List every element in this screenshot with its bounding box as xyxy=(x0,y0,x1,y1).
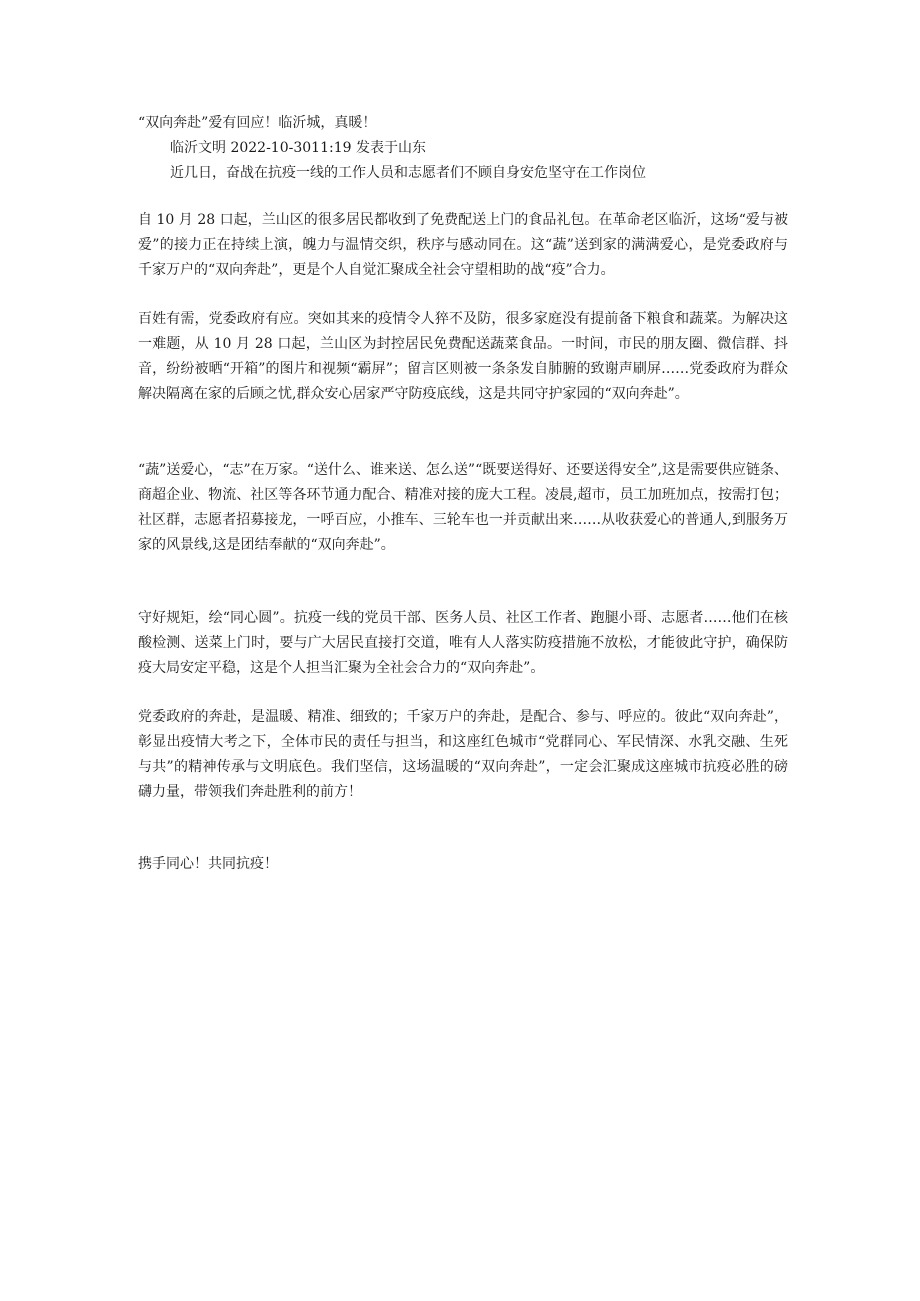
paragraph-4: 守好规矩，绘“同心圆”。抗疫一线的党员干部、医务人员、社区工作者、跑腿小哥、志愿者……他们在核酸检测、送菜上门时，要与广大居民直接打交道，唯有人人落实防疫措施不放松，才能彼此守护，确保防疫大局安定平稳，这是个人担当汇聚为全社会合力的“双向奔赴”。 xyxy=(138,610,788,676)
paragraph-1: 自 10 月 28 口起，兰山区的很多居民都收到了免费配送上门的食品礼包。在革命老区临沂，这场“爱与被爱”的接力正在持续上演，魄力与温情交织，秩序与感动同在。这“蔬”送到家的满满爱心，是党委政府与千家万户的“双向奔赴”，更是个人自觉汇聚成全社会守望相助的战“疫”合力。 xyxy=(138,212,788,278)
article-lead: 近几日，奋战在抗疫一线的工作人员和志愿者们不顾自身安危坚守在工作岗位 xyxy=(170,165,646,181)
paragraph-5: 党委政府的奔赴，是温暖、精准、细致的；千家万户的奔赴，是配合、参与、呼应的。彼此“双向奔赴”，彰显出疫情大考之下，全体市民的责任与担当，和这座红色城市“党群同心、军民情深、水乳交融、生死与共”的精神传承与文明底色。我们坚信，这场温暖的“双向奔赴”，一定会汇聚成这座城市抗疫必胜的磅礴力量，带领我们奔赴胜利的前方！ xyxy=(138,709,788,800)
closing-line: 携手同心！共同抗疫！ xyxy=(138,856,278,872)
article-body xyxy=(138,111,788,877)
article-source-line: 临沂文明 2022-10-3011:19 发表于山东 xyxy=(170,140,426,156)
article-title: “双向奔赴”爱有回应！临沂城，真暖！ xyxy=(138,115,377,131)
paragraph-3: “蔬”送爱心，“志”在万家。“送什么、谁来送、怎么送”“既要送得好、还要送得安全”,这是需要供应链条、商超企业、物流、社区等各环节通力配合、精准对接的庞大工程。凌晨,超市，员工加班加点，按需打包；社区群，志愿者招募接龙，一呼百应，小推车、三轮车也一并贡献出来……从收获爱心的普通人,到服务万家的风景线,这是团结奉献的“双向奔赴”。 xyxy=(138,462,788,553)
paragraph-2: 百姓有需，党委政府有应。突如其来的疫情令人猝不及防，很多家庭没有提前备下粮食和蔬菜。为解决这一难题，从 10 月 28 口起，兰山区为封控居民免费配送蔬菜食品。一时间，市民的朋友圈、微信群、抖音，纷纷被晒“开箱”的图片和视频“霸屏”；留言区则被一条条发自肺腑的致谢声刷屏……党委政府为群众解决隔离在家的后顾之忧,群众安心居家严守防疫底线，这是共同守护家园的“双向奔赴”。 xyxy=(138,311,788,402)
